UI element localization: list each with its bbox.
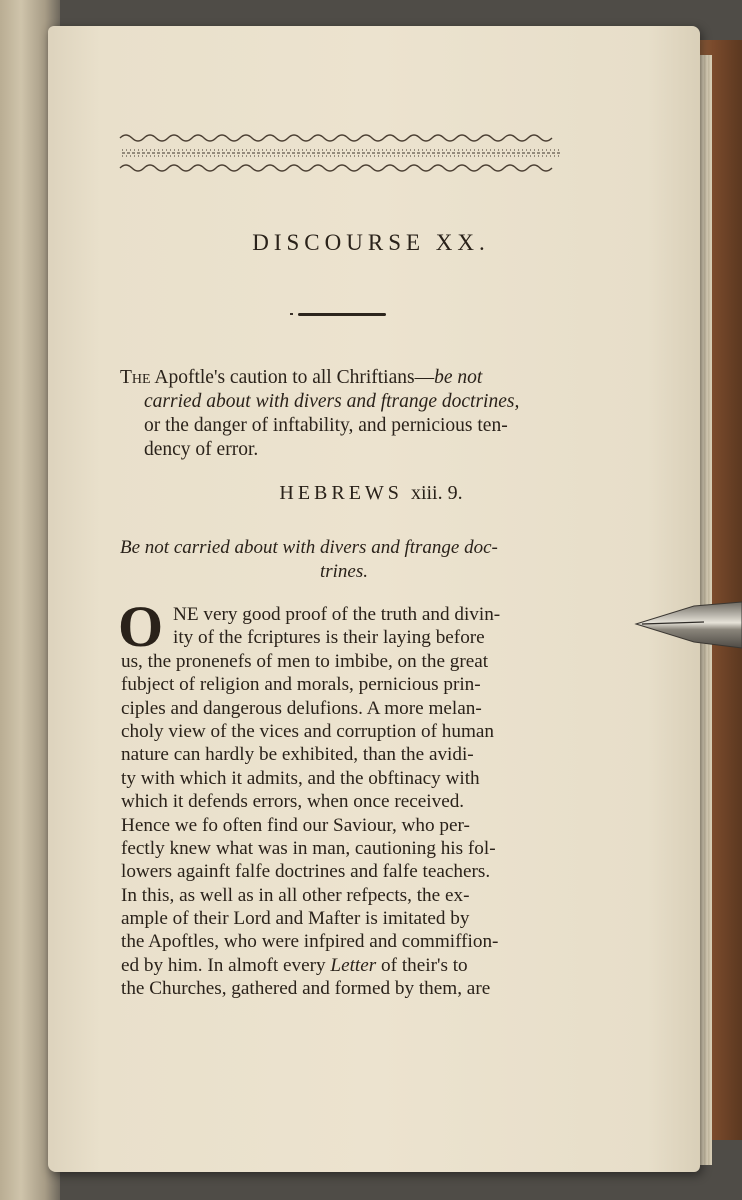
body-line: fectly knew what was in man, cautioning his fol-	[121, 837, 496, 859]
argument-line-1	[120, 366, 580, 390]
metal-pointer-icon	[634, 598, 742, 652]
body-line: In this, as well as in all other refpects, the ex-	[121, 884, 470, 906]
drop-cap: O	[118, 594, 164, 659]
body-line: NE very good proof of the truth and divin-	[173, 604, 501, 625]
body-line: ample of their Lord and Mafter is imitated by	[121, 908, 470, 930]
argument-line-3: or the danger of inftability, and pernicious ten-	[144, 415, 508, 436]
body-line: nature can hardly be exhibited, than the avidi-	[121, 744, 474, 766]
argument-summary	[120, 366, 580, 462]
heading-rule	[298, 313, 386, 316]
body-line-16	[121, 954, 566, 977]
body-line: fubject of religion and morals, pernicious prin-	[121, 674, 481, 696]
argument-lead-word: The	[120, 367, 151, 388]
body-line: the Churches, gathered and formed by them, are	[121, 978, 491, 1000]
printers-ornament-icon	[118, 130, 566, 174]
scripture-line-2: trines.	[319, 561, 369, 582]
chapter-verse: xiii. 9.	[410, 482, 463, 504]
body-line: Hence we fo often find our Saviour, who per-	[121, 814, 470, 836]
body-paragraph	[121, 603, 566, 1001]
scripture-reference	[0, 482, 742, 505]
heading-rule-dot	[290, 313, 293, 315]
body-line: which it defends errors, when once received.	[121, 791, 465, 813]
body-line: the Apoftles, who were infpired and commiffion-	[121, 931, 499, 953]
body-line: us, the pronenefs of men to imbibe, on the great	[121, 650, 489, 672]
scripture-line-1: Be not carried about with divers and ftrange doc-	[120, 537, 498, 558]
body-line: ty with which it admits, and the obftinacy with	[121, 767, 480, 789]
body-line-16-italic: Letter	[330, 954, 377, 976]
argument-line-1-text: Apoftle's caution to all Chriftians—	[150, 367, 435, 388]
argument-line-1-italic: be not	[434, 367, 483, 388]
body-line: lowers againft falfe doctrines and falfe teachers.	[121, 861, 491, 883]
body-line-16-end: of their's to	[376, 954, 468, 976]
body-line: ity of the fcriptures is their laying before	[173, 627, 485, 649]
discourse-heading: DISCOURSE XX.	[252, 230, 490, 255]
scripture-quote	[120, 536, 568, 584]
body-line: choly view of the vices and corruption of human	[121, 720, 494, 742]
argument-line-4: dency of error.	[144, 439, 259, 460]
argument-line-2: carried about with divers and ftrange doctrines,	[144, 391, 520, 412]
book-name: HEBREWS	[279, 482, 403, 504]
body-line-16-start: ed by him. In almoft every	[121, 954, 331, 976]
body-line: ciples and dangerous delufions. A more melan-	[121, 697, 482, 719]
